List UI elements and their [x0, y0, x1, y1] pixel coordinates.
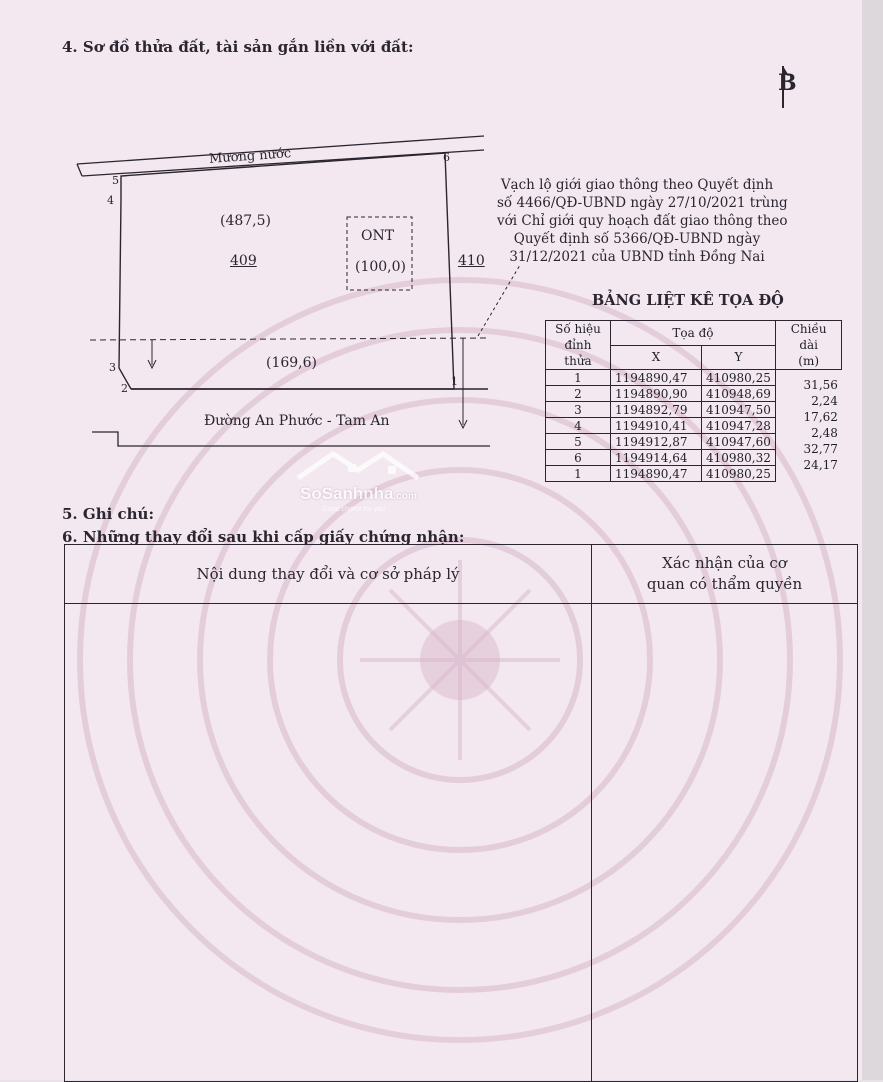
col-length-header — [775, 321, 842, 370]
point-4-label: 4 — [107, 194, 114, 207]
changes-content-cell — [65, 604, 592, 1082]
changes-approval-cell — [592, 604, 858, 1082]
length-cell — [775, 466, 842, 482]
point-1-label: 1 — [451, 375, 458, 388]
ont-area-label: (100,0) — [355, 259, 407, 275]
road-line-bottom — [92, 432, 490, 446]
length-value: 17,62 — [803, 409, 838, 424]
length-cell — [775, 450, 842, 472]
point-cell: 1 — [546, 466, 611, 482]
table-row — [546, 370, 842, 386]
y-cell: 410980,25 — [702, 466, 776, 482]
logo-domain: .com — [393, 491, 417, 502]
col-y-header: Y — [702, 345, 776, 370]
table-row — [546, 450, 842, 466]
col-x-header: X — [611, 345, 702, 370]
point-3-label: 3 — [109, 361, 116, 374]
length-value: 24,17 — [803, 457, 838, 472]
house-roof-icon — [288, 450, 428, 480]
table-row — [546, 466, 842, 482]
point-cell: 5 — [546, 434, 611, 450]
length-cell — [775, 402, 842, 424]
length-value: 31,56 — [803, 378, 838, 392]
y-cell: 410947,50 — [702, 402, 776, 418]
x-cell: 1194890,90 — [611, 386, 702, 402]
table-row — [546, 386, 842, 402]
land-type-label: ONT — [361, 228, 395, 244]
neighbor-parcel-label: 410 — [458, 253, 485, 269]
north-label: B — [778, 70, 797, 96]
length-cell — [775, 418, 842, 440]
y-cell: 410947,60 — [702, 434, 776, 450]
col-point-header — [546, 321, 611, 370]
section-4-title: 4. Sơ đồ thửa đất, tài sản gắn liền với đất: — [62, 38, 414, 56]
canal-end — [77, 164, 82, 176]
x-cell: 1194910,41 — [611, 418, 702, 434]
x-cell: 1194890,47 — [611, 370, 702, 386]
point-cell: 2 — [546, 386, 611, 402]
section-5-title: 5. Ghi chú: — [62, 505, 154, 523]
length-value: 2,48 — [811, 425, 838, 440]
header-text: (m) — [798, 354, 820, 368]
point-cell: 6 — [546, 450, 611, 466]
header-text: đỉnh thửa — [564, 338, 592, 368]
y-cell: 410947,28 — [702, 418, 776, 434]
setback-line — [90, 338, 490, 340]
length-cell — [775, 370, 842, 392]
length-cell — [775, 434, 842, 456]
y-cell: 410948,69 — [702, 386, 776, 402]
changes-col-approval-header — [592, 545, 858, 604]
y-cell: 410980,25 — [702, 370, 776, 386]
changes-table — [64, 544, 858, 1082]
coordinate-table — [545, 320, 842, 482]
point-6-label: 6 — [443, 151, 450, 164]
header-text: Xác nhận của cơ — [662, 554, 787, 572]
logo-brand: SoSanhnha — [300, 484, 394, 503]
col-coord-header: Tọa độ — [611, 321, 776, 346]
length-value: 2,24 — [811, 393, 838, 408]
y-cell: 410980,32 — [702, 450, 776, 466]
table-row — [546, 402, 842, 418]
logo-tagline: Great choice for you — [322, 506, 386, 513]
x-cell: 1194890,47 — [611, 466, 702, 482]
header-text: Số hiệu — [555, 322, 601, 336]
point-5-label: 5 — [112, 174, 119, 187]
x-cell: 1194912,87 — [611, 434, 702, 450]
note-line: Quyết định số 5366/QĐ-UBND ngày — [513, 231, 761, 247]
table-row — [546, 418, 842, 434]
canal-label: Mương nước — [208, 146, 292, 167]
note-line: với Chỉ giới quy hoạch đất giao thông theo — [497, 213, 788, 229]
point-cell: 4 — [546, 418, 611, 434]
setback-note — [497, 176, 788, 266]
x-cell: 1194892,79 — [611, 402, 702, 418]
sosanhnha-logo — [288, 450, 428, 522]
setback-area-label: (169,6) — [266, 355, 318, 371]
point-cell: 1 — [546, 370, 611, 386]
table-row — [546, 434, 842, 450]
road-label: Đường An Phước - Tam An — [204, 413, 390, 429]
note-line: số 4466/QĐ-UBND ngày 27/10/2021 trùng — [497, 195, 788, 211]
point-cell: 3 — [546, 402, 611, 418]
header-text: Chiều dài — [790, 322, 827, 352]
point-2-label: 2 — [121, 382, 128, 395]
note-pointer — [478, 265, 520, 336]
coord-table-title: BẢNG LIỆT KÊ TỌA ĐỘ — [592, 292, 784, 309]
changes-col-content-header: Nội dung thay đổi và cơ sở pháp lý — [65, 545, 592, 604]
note-line: Vạch lộ giới giao thông theo Quyết định — [500, 177, 774, 193]
total-area-label: (487,5) — [220, 213, 272, 229]
parcel-number-label: 409 — [230, 253, 257, 269]
note-line: 31/12/2021 của UBND tỉnh Đồng Nai — [509, 249, 765, 265]
x-cell: 1194914,64 — [611, 450, 702, 466]
length-value: 32,77 — [803, 441, 838, 456]
length-cell — [775, 386, 842, 408]
header-text: quan có thẩm quyền — [646, 575, 803, 593]
section-6-title: 6. Những thay đổi sau khi cấp giấy chứng nhận: — [62, 528, 465, 546]
